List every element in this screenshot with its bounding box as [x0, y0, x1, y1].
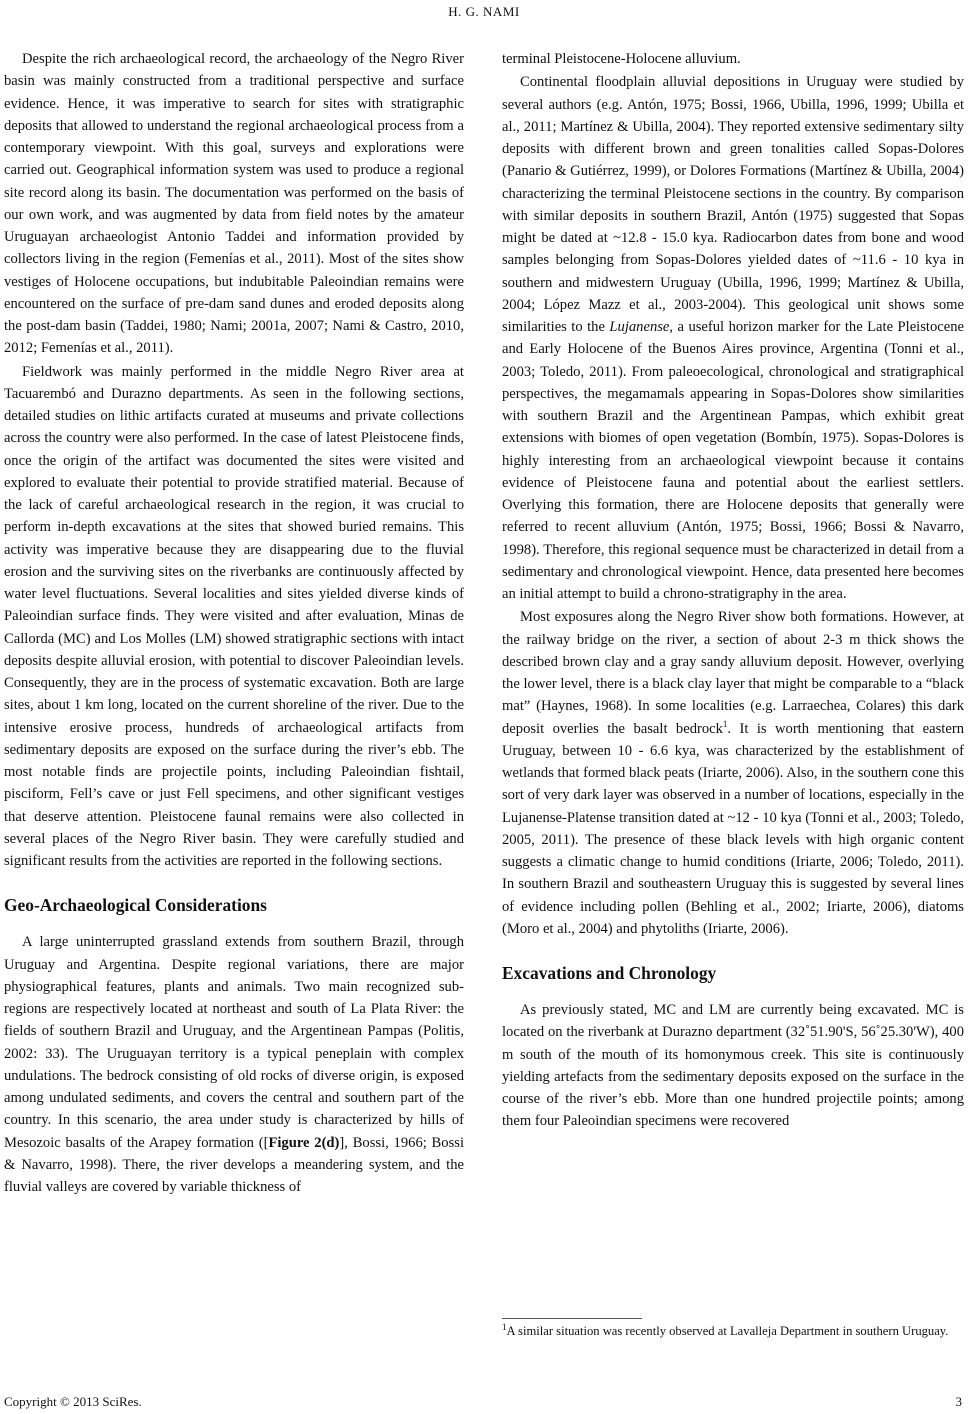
paragraph-text: , a useful horizon marker for the Late Pleistocene and Early Holocene of the Buenos Aires province, Argentina (Tonni et al., 2003; Toledo, 2011). From paleoecological, chronological and stratigraphical perspectives, the megamamals appearing in Sopas-Dolores show similarities with southern Brazil and the Argentinean Pampas, which exhibit great extensions with biomes of open vegetation (Bombín, 1975). Sopas-Dolores is highly interesting from an archaeological viewpoint because it contains evidence of Pleistocene fauna and potential about the earliest settlers. Overlying this formation, there are Holocene deposits that generally were referred to recent alluvium (Antón, 1975; Bossi, 1966; Bossi & Navarro, 1998). Therefore, this regional sequence must be characterized in detail from a sedimentary and chronological viewpoint. Hence, data presented here becomes an initial attempt to build a chrono-stratigraphy in the area.: [502, 319, 964, 602]
paragraph-continuation: terminal Pleistocene-Holocene alluvium.: [502, 51, 741, 67]
page-number: 3: [955, 1394, 962, 1409]
paragraph: Fieldwork was mainly performed in the middle Negro River area at Tacuarembó and Durazno departments. As seen in the following sections, detailed studies on lithic artifacts curated at museums and private collections across the country were also performed. In the case of latest Pleistocene finds, once the origin of the artifact was documented the sites were visited and explored to evaluate their potential to provide stratified material. Because of the lack of careful archaeological research in the region, it was crucial to perform in-depth excavations at the sites that showed buried remains. This activity was imperative because they are disappearing due to the fluvial erosion and the surviving sites on the riverbanks are continuously affected by water level fluctuations. Several localities and sites yielded diverse kinds of Paleoindian surface finds. They were visited and after evaluation, Minas de Callorda (MC) and Los Molles (LM) showed stratigraphic sections with intact deposits despite alluvial erosion, with potential to discover Paleoindian levels. Consequently, they are in the process of systematic excavation. Both are large sites, about 1 km long, located on the current shoreline of the river. Due to the intensive erosive process, hundreds of archaeological artifacts from sedimentary deposits are exposed on the surface during the river’s ebb. The most notable finds are projectile points, including Paleoindian fishtail, pisciform, Fell’s cave or just Fell specimens, and other significant vestiges that deserve attention. Pleistocene faunal remains were also collected in several places of the Negro River basin. They were carefully studied and significant results from the activities are reported in the following sections.: [4, 363, 464, 869]
paragraph-text: . It is worth mentioning that eastern Uruguay, between 10 - 6.6 kya, was characterized by the establishment of wetlands that formed black peats (Iriarte, 2006). Also, in the southern cone this sort of very dark layer was observed in a number of locations, especially in the Lujanense-Platense transition dated at ~12 - 10 kya (Tonni et al., 2003; Toledo, 2005, 2011). The presence of these black levels with high organic content suggests a climatic change to humid conditions (Iriarte, 2006; Toledo, 2011). In southern Brazil and southeastern Uruguay this is suggested by several lines of evidence including pollen (Behling et al., 2002; Iriarte, 2006), diatoms (Moro et al., 2004) and phytoliths (Iriarte, 2006).: [502, 720, 964, 937]
left-column: [4, 48, 464, 1199]
paragraph-text: Most exposures along the Negro River show both formations. However, at the railway bridge on the river, a section of about 2-3 m thick shows the described brown clay and a gray sandy alluvium deposit. However, overlying the lower level, there is a black clay layer that might be comparable to a “black mat” (Haynes, 1968). In some localities (e.g. Larraechea, Colares) this dark deposit overlies the basalt bedrock: [502, 609, 964, 737]
footnote-body: A similar situation was recently observed at Lavalleja Department in southern Uruguay.: [506, 1324, 949, 1338]
paragraph-text: ], Bossi, 1966; Bossi & Navarro, 1998). There, the river develops a meandering system, and the fluvial valleys are covered by variable thickness of: [4, 1134, 465, 1195]
figure-reference: Figure 2(d): [268, 1134, 340, 1151]
paragraph: [502, 71, 964, 605]
right-column: [502, 48, 964, 1134]
paragraph-text: A large uninterrupted grassland extends from southern Brazil, through Uruguay and Argentina. Despite regional variations, there are major physiographical features, plants and animals. Two main recognized sub-regions are respectively located at northeast and south of La Plata River: the fields of southern Brazil and Uruguay, and the Argentinean Pampas (Politis, 2002: 33). The Uruguayan territory is a typical peneplain with complex undulations. The bedrock consisting of old rocks of diverse origin, is exposed among undulated sediments, and covers the central and southern part of the country. In this scenario, the area under study is characterized by hills of Mesozoic basalts of the Arapey formation ([: [4, 934, 464, 1151]
footnote: [502, 1318, 964, 1340]
section-heading: Excavations and Chronology: [502, 963, 717, 983]
running-head: H. G. NAMI: [448, 4, 520, 19]
section-heading: Geo-Archaeological Considerations: [4, 895, 267, 916]
paragraph: As previously stated, MC and LM are currently being excavated. MC is located on the riverbank at Durazno department (32˚51.90'S, 56˚25.30'W), 400 m south of the mouth of its homonymous creek. This site is continuously yielding artefacts from the sedimentary deposits exposed on the surface in the course of the river’s ebb. More than one hundred projectile points; among them four Paleoindian specimens were recovered: [502, 1002, 964, 1130]
footnote-marker: 1: [722, 718, 728, 729]
footnote-number: 1: [502, 1321, 507, 1332]
paragraph: Despite the rich archaeological record, the archaeology of the Negro River basin was mainly constructed from a traditional perspective and surface evidence. Hence, it was imperative to search for sites with stratigraphic deposits that allowed to understand the regional archaeological process from a contemporary viewpoint. With this goal, surveys and explorations were carried out. Geographical information system was used to produce a regional site record along its basin. The documentation was performed on the basis of our own work, and was augmented by data from field notes by the amateur Uruguayan archaeologist Antonio Taddei and information provided by collectors living in the region (Femenías et al., 2011). Most of the sites show vestiges of Holocene occupations, but indubitable Paleoindian remains were encountered on the surface of pre-dam sand dunes and eroded deposits along the post-dam basin (Taddei, 1980; Nami; 2001a, 2007; Nami & Castro, 2010, 2012; Femenías et al., 2011).: [4, 51, 464, 357]
copyright-notice: Copyright © 2013 SciRes.: [4, 1394, 142, 1409]
footnote-text: [502, 1323, 964, 1340]
paragraph: [4, 931, 464, 1198]
paragraph-text: Continental floodplain alluvial depositions in Uruguay were studied by several authors (e.g. Antón, 1975; Bossi, 1966, Ubilla, 1996, 1999; Ubilla et al., 2011; Martínez & Ubilla, 2004). They reported extensive sedimentary silty deposits with different brown and green tonalities called Sopas-Dolores (Panario & Gutiérrez, 1999), or Dolores Formations (Martínez & Ubilla, 2004) characterizing the terminal Pleistocene sections in the country. By comparison with similar deposits in southern Brazil, Antón (1975) suggested that Sopas might be dated at ~12.8 - 15.0 kya. Radiocarbon dates from bone and wood samples belonging from Sopas-Dolores yielded dates of ~11.6 - 10 kya in southern and midwestern Uruguay (Ubilla, 1996, 1999; Martínez & Ubilla, 2004; López Mazz et al., 2003-2004). This geological unit shows some similarities to the: [502, 74, 964, 335]
footnote-divider: [502, 1318, 642, 1319]
paragraph: [502, 606, 964, 940]
italic-term: Lujanense: [609, 319, 670, 335]
